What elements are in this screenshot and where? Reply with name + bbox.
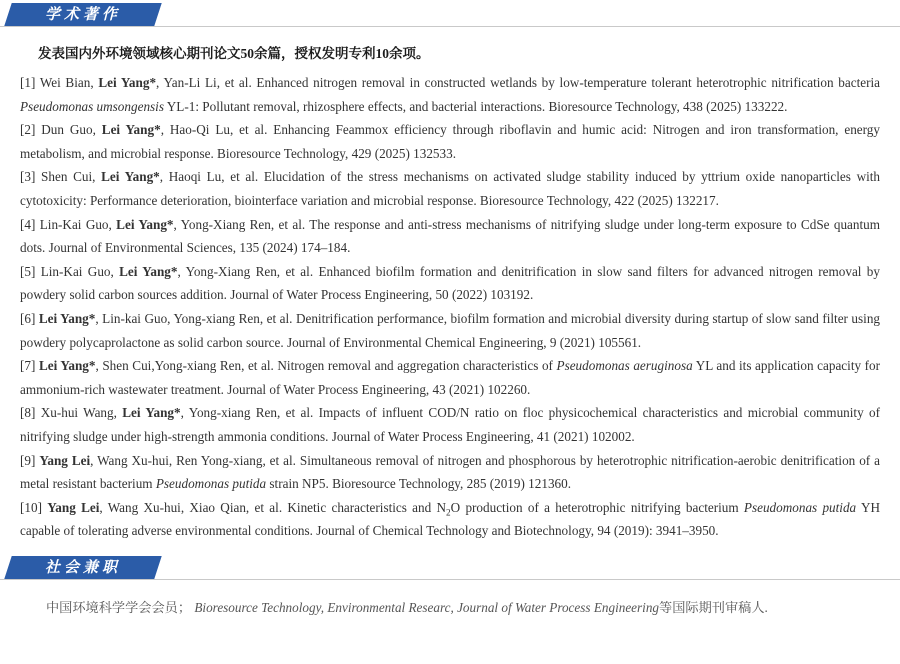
- publication-item: [20, 307, 880, 354]
- text-segment: Lei Yang*: [116, 216, 174, 232]
- publications-summary: 发表国内外环境领域核心期刊论文50余篇，授权发明专利10余项。: [38, 46, 430, 61]
- text-segment: Lei Yang*: [101, 169, 160, 185]
- publication-item: [20, 165, 880, 212]
- text-segment: Pseudomonas umsongensis: [20, 98, 164, 114]
- page: [0, 3, 900, 664]
- text-segment: [7]: [20, 358, 39, 374]
- text-segment: , Yan-Li Li, et al. Enhanced nitrogen removal in constructed wetlands by low-temperature tolerant heterotrophic nitrification bacteria: [156, 75, 881, 90]
- text-segment: , Shen Cui,Yong-xiang Ren, et al. Nitrogen removal and aggregation characteristics of: [95, 358, 557, 374]
- publication-item: [20, 354, 880, 401]
- section-banner: [4, 3, 161, 26]
- text-segment: Lei Yang*: [122, 405, 181, 421]
- text-segment: [1] Wei Bian,: [20, 75, 99, 90]
- text-segment: Yang Lei: [39, 452, 91, 468]
- text-segment: Lei Yang*: [38, 358, 96, 374]
- text-segment: Yang Lei: [47, 499, 100, 515]
- text-segment: , Wang Xu-hui, Ren Yong-xiang, et al. Simultaneous removal of nitrogen and phosphorous by heterotrophic nitrification-aerobic denitrification of a metal resistant bacterium: [20, 452, 880, 492]
- section-banner: [4, 556, 161, 579]
- text-segment: YL-1: Pollutant removal, rhizosphere effects, and bacterial interactions. Bioresource Technology, 438 (2025) 133222.: [163, 98, 788, 114]
- publications-section: [0, 3, 900, 543]
- text-segment: 等国际期刊审稿人.: [659, 599, 768, 615]
- text-segment: [6]: [20, 310, 39, 326]
- text-segment: [10]: [20, 499, 48, 515]
- text-segment: YL and its application capacity for ammonium-rich wastewater treatment. Journal of Water Process Engineering, 43 (2021) 102260.: [20, 358, 881, 397]
- text-segment: , Yong-xiang Ren, et al. Impacts of influent COD/N ratio on floc physicochemical characteristics and microbial community of nitrifying sludge under high-strength ammonia conditions. Journal of Water Process Engineering, 41 (2021) 102002.: [20, 405, 881, 444]
- text-segment: , Yong-Xiang Ren, et al. The response and anti-stress mechanisms of nitrifying sludge under long-term exposure to CdSe quantum dots. Journal of Environmental Sciences, 135 (2024) 174–184.: [20, 216, 880, 256]
- publication-item: [20, 118, 880, 165]
- text-segment: Pseudomonas aeruginosa: [556, 358, 693, 374]
- text-segment: Bioresource Technology, Environmental Researc, Journal of Water Process Engineering: [194, 599, 660, 615]
- social-section-title: 社会兼职: [44, 558, 121, 576]
- text-segment: Lei Yang*: [98, 75, 157, 90]
- publications-content: [0, 42, 900, 543]
- text-segment: strain NP5. Bioresource Technology, 285 (2019) 121360.: [266, 476, 572, 492]
- text-segment: , Wang Xu-hui, Xiao Qian, et al. Kinetic characteristics and N: [99, 499, 447, 515]
- publication-item: [20, 213, 880, 260]
- text-segment: Lei Yang*: [38, 310, 96, 326]
- text-segment: Lei Yang*: [101, 122, 161, 138]
- publication-item: [20, 496, 880, 543]
- text-segment: [9]: [20, 452, 40, 468]
- social-content: [0, 597, 900, 619]
- publication-list: [20, 71, 880, 543]
- publications-section-title: 学术著作: [44, 6, 121, 23]
- text-segment: YH capable of tolerating adverse environmental conditions. Journal of Chemical Technology and Biotechnology, 94 (2019): 3941–3950.: [20, 499, 880, 539]
- text-segment: [8] Xu-hui Wang,: [20, 405, 123, 421]
- text-segment: , Lin-kai Guo, Yong-xiang Ren, et al. Denitrification performance, biofilm formation and microbial diversity during startup of slow sand filter using powdery polycaprolactone as solid carbon source. Journal of Environmental Chemical Engineering, 9 (2021) 105561.: [20, 310, 881, 350]
- text-segment: , Haoqi Lu, et al. Elucidation of the stress mechanisms on activated sludge stability induced by yttrium oxide nanoparticles with cytotoxicity: Performance deterioration, biointerface variation and microbial response. Bioresource Technology, 422 (2025) 132217.: [20, 169, 881, 208]
- social-text: [46, 597, 880, 619]
- social-section: [0, 556, 900, 619]
- text-segment: 中国环境科学学会会员；: [46, 599, 195, 615]
- text-segment: 2: [446, 507, 451, 518]
- text-segment: [3] Shen Cui,: [20, 169, 102, 185]
- text-segment: Lei Yang*: [119, 263, 178, 279]
- text-segment: , Yong-Xiang Ren, et al. Enhanced biofilm formation and denitrification in slow sand filters for advanced nitrogen removal by powdery solid carbon sources addition. Journal of Water Process Engineering, 50 (2022) 103192.: [20, 263, 880, 303]
- publications-section-header: [0, 3, 900, 27]
- publication-item: [20, 401, 880, 448]
- publication-item: [20, 260, 880, 307]
- text-segment: , Hao-Qi Lu, et al. Enhancing Feammox efficiency through riboflavin and humic acid: Nitrogen and iron transformation, energy metabolism, and microbial response. Bioresource Technology, 429 (2025) 132533.: [20, 122, 880, 161]
- publication-item: [20, 449, 880, 496]
- text-segment: [5] Lin-Kai Guo,: [20, 263, 120, 279]
- publication-item: [20, 71, 880, 118]
- text-segment: Pseudomonas putida: [155, 476, 267, 492]
- social-section-header: [0, 556, 900, 580]
- text-segment: [4] Lin-Kai Guo,: [20, 216, 117, 232]
- text-segment: Pseudomonas putida: [743, 499, 857, 515]
- text-segment: O production of a heterotrophic nitrifying bacterium: [450, 499, 744, 515]
- text-segment: [2] Dun Guo,: [20, 122, 102, 138]
